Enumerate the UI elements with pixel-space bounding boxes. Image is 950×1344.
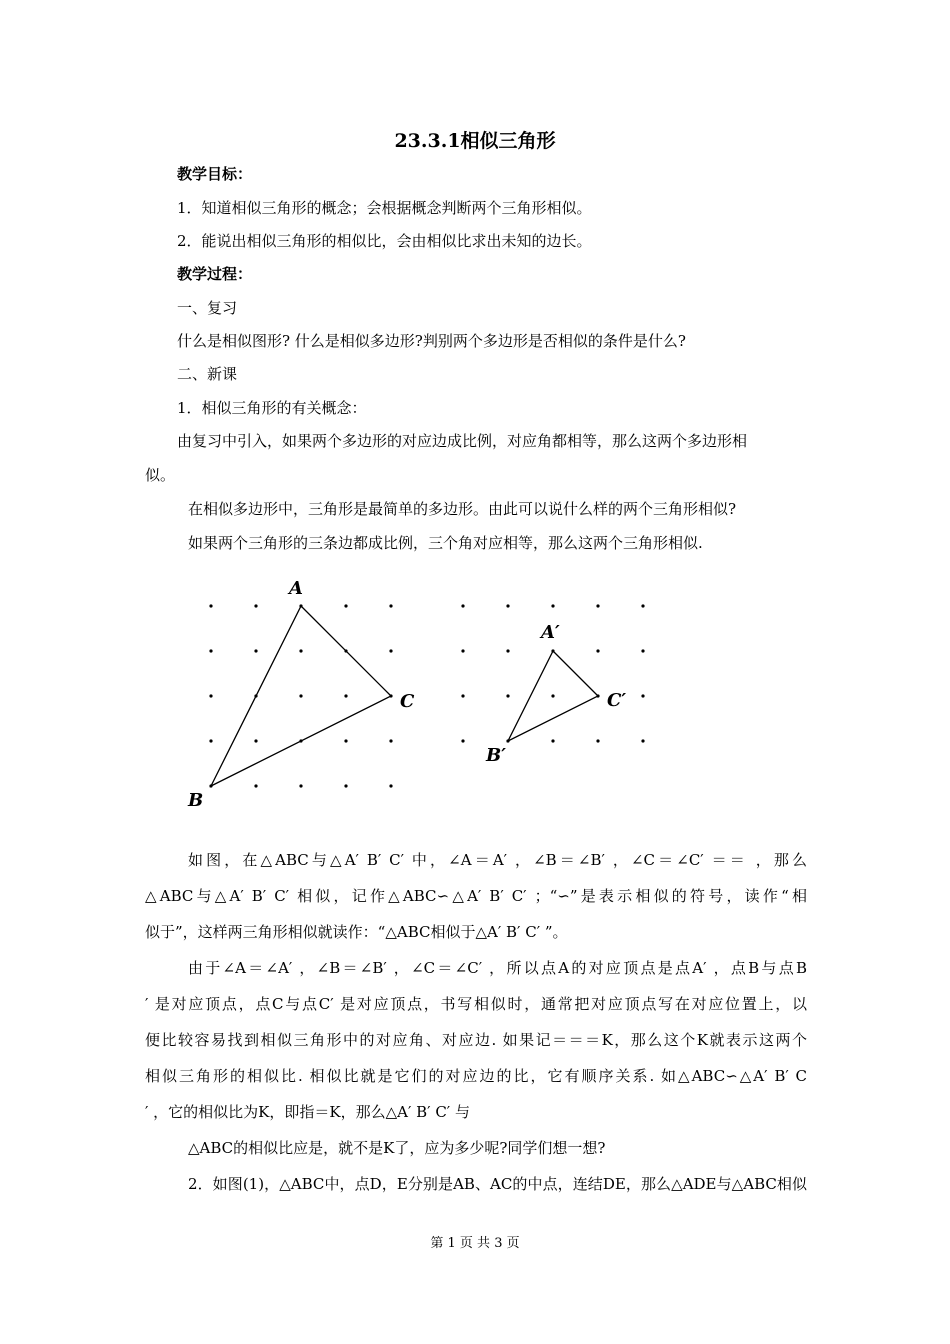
paragraph-4-line-2: △ABC与△A′ B′ C′ 相似，记作△ABC∽△A′ B′ C′ ；“∽”是表示相似的符号，读作“相 [145, 887, 807, 905]
paragraph-5-line-2: ′ 是对应顶点，点C与点C′ 是对应顶点，书写相似时，通常把对应顶点写在对应位置上，以 [145, 995, 807, 1013]
grid-dot [209, 604, 212, 607]
goal-2: 2．能说出相似三角形的相似比，会由相似比求出未知的边长。 [177, 232, 592, 250]
grid-dot [254, 784, 257, 787]
concept-heading: 1．相似三角形的有关概念： [177, 399, 367, 417]
grid-dot [461, 694, 464, 697]
grid-dot [254, 739, 257, 742]
label-b-prime: B′ [486, 745, 506, 766]
review-heading: 一、复习 [177, 299, 238, 317]
grid-dot [344, 784, 347, 787]
label-a: A [289, 578, 303, 599]
grid-dot [254, 604, 257, 607]
dot-grid-left [209, 604, 392, 787]
label-c-prime: C′ [607, 690, 627, 711]
paragraph-6: △ABC的相似比应是，就不是K了，应为多少呢?同学们想一想? [188, 1139, 606, 1157]
grid-dot [209, 694, 212, 697]
process-heading: 教学过程： [177, 265, 253, 283]
goals-heading: 教学目标： [177, 165, 253, 183]
grid-dot [389, 604, 392, 607]
grid-dot [641, 604, 644, 607]
label-a-prime: A′ [541, 622, 560, 643]
page-footer: 第 1 页 共 3 页 [430, 1236, 520, 1251]
grid-dot [344, 739, 347, 742]
grid-dot [641, 739, 644, 742]
grid-dot [299, 784, 302, 787]
grid-dot [254, 649, 257, 652]
grid-dot [506, 694, 509, 697]
goal-1: 1．知道相似三角形的概念；会根据概念判断两个三角形相似。 [177, 199, 592, 217]
grid-dot [596, 604, 599, 607]
grid-dot [389, 739, 392, 742]
grid-dot [299, 694, 302, 697]
grid-dot [506, 649, 509, 652]
grid-dot [299, 649, 302, 652]
grid-dot [596, 739, 599, 742]
grid-dot [344, 694, 347, 697]
new-lesson-heading: 二、新课 [177, 365, 238, 383]
grid-dot [461, 739, 464, 742]
paragraph-5-line-5: ′ ，它的相似比为K，即指＝K，那么△A′ B′ C′ 与 [145, 1103, 470, 1121]
grid-dot [551, 739, 554, 742]
grid-dot [461, 604, 464, 607]
paragraph-2: 在相似多边形中，三角形是最简单的多边形。由此可以说什么样的两个三角形相似? [188, 500, 737, 518]
grid-dot [389, 784, 392, 787]
paragraph-1-line-1: 由复习中引入，如果两个多边形的对应边成比例，对应角都相等，那么这两个多边形相 [177, 432, 748, 450]
grid-dot [641, 649, 644, 652]
paragraph-1-line-2: 似。 [145, 466, 176, 484]
paragraph-3: 如果两个三角形的三条边都成比例，三个角对应相等，那么这两个三角形相似. [188, 534, 703, 552]
label-c: C [400, 691, 415, 712]
paragraph-5-line-3: 便比较容易找到相似三角形中的对应角、对应边. 如果记＝＝＝K，那么这个K就表示这两个 [145, 1031, 807, 1049]
grid-dot [641, 694, 644, 697]
grid-dot [209, 649, 212, 652]
grid-dot [551, 604, 554, 607]
paragraph-5-line-1: 由于∠A＝∠A′ ，∠B＝∠B′ ，∠C＝∠C′ ，所以点A的对应顶点是点A′ ，点B与点B [188, 959, 807, 977]
page-title: 23.3.1相似三角形 [394, 130, 556, 152]
paragraph-4-line-3: 似于”，这样两三角形相似就读作：“△ABC相似于△A′ B′ C′ ”。 [145, 923, 568, 941]
label-b: B [188, 790, 204, 811]
paragraph-5-line-4: 相似三角形的相似比. 相似比就是它们的对应边的比，它有顺序关系. 如△ABC∽△A′ B′ C [145, 1067, 807, 1085]
grid-dot [461, 649, 464, 652]
grid-dot [596, 649, 599, 652]
grid-dot [506, 604, 509, 607]
paragraph-4-line-1: 如图，在△ABC与△A′ B′ C′ 中，∠A＝A′ ，∠B＝∠B′ ，∠C＝∠C′ ＝＝ ，那么 [188, 851, 807, 869]
grid-dot [551, 694, 554, 697]
paragraph-7: 2．如图(1)，△ABC中，点D，E分别是AB、AC的中点，连结DE，那么△ADE与△ABC相似 [188, 1175, 807, 1193]
grid-dot [209, 739, 212, 742]
grid-dot [389, 649, 392, 652]
review-question: 什么是相似图形? 什么是相似多边形?判别两个多边形是否相似的条件是什么? [177, 332, 686, 350]
grid-dot [344, 604, 347, 607]
